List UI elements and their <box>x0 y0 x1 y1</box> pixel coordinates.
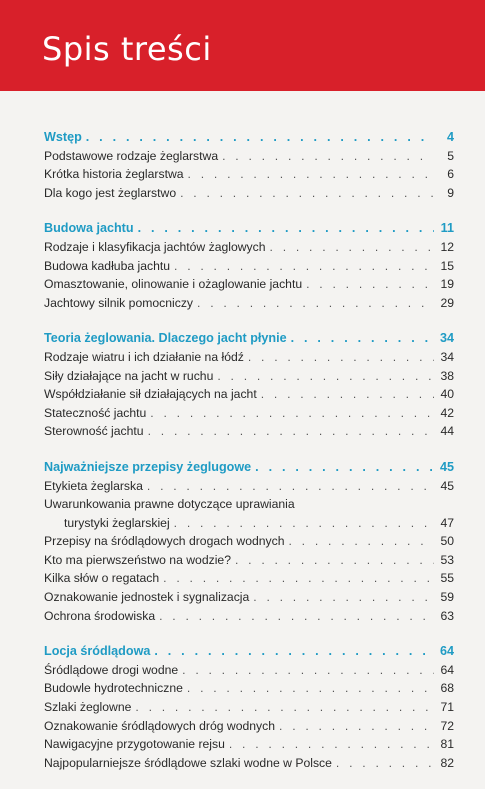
toc-entry-label: Szlaki żeglowne <box>44 700 132 715</box>
toc-entry[interactable] <box>44 238 454 257</box>
toc-entry[interactable] <box>44 477 454 496</box>
toc-entry-page: 55 <box>440 571 454 586</box>
dot-leader <box>235 551 434 570</box>
toc-entry-label: Kilka słów o regatach <box>44 571 160 586</box>
toc-heading-label: Wstęp <box>44 130 82 144</box>
toc-heading-page: 64 <box>439 644 454 659</box>
dot-leader <box>159 607 434 626</box>
toc-entry-label: Kto ma pierwszeństwo na wodzie? <box>44 552 231 567</box>
toc-entry-label: Budowle hydrotechniczne <box>44 681 183 696</box>
toc-heading-page: 34 <box>439 331 454 346</box>
toc-entry-page: 42 <box>440 405 454 420</box>
toc-heading-label: Teoria żeglowania. Dlaczego jacht płynie <box>44 331 287 346</box>
toc-entry-label: Nawigacyjne przygotowanie rejsu <box>44 737 225 752</box>
dot-leader <box>135 698 434 717</box>
dot-leader <box>154 642 434 661</box>
toc-entry[interactable] <box>44 147 454 166</box>
toc-entry[interactable] <box>44 422 454 441</box>
toc-section <box>44 329 454 441</box>
toc-entry-label: Krótka historia żeglarstwa <box>44 167 184 182</box>
toc-heading-page: 11 <box>440 221 454 236</box>
toc-entry-page: 15 <box>440 258 454 273</box>
toc-entry-page: 82 <box>440 755 454 770</box>
toc-section <box>44 219 454 312</box>
dot-leader <box>148 422 434 441</box>
toc-entry[interactable] <box>44 348 454 367</box>
toc-entry-label: Rodzaje i klasyfikacja jachtów żaglowych <box>44 239 266 254</box>
toc-heading-page: 45 <box>439 459 454 474</box>
toc-entry-page: 71 <box>440 700 454 715</box>
dot-leader <box>86 128 434 147</box>
toc-section <box>44 458 454 625</box>
toc-entry-page: 12 <box>440 239 454 254</box>
toc-entry[interactable] <box>44 257 454 276</box>
toc-entry-page: 64 <box>440 662 454 677</box>
toc-entry[interactable] <box>44 661 454 680</box>
header-banner <box>0 0 485 91</box>
toc-section-heading[interactable] <box>44 219 454 238</box>
dot-leader <box>229 735 434 754</box>
dot-leader <box>180 184 434 203</box>
toc-section-heading[interactable] <box>44 128 454 147</box>
toc-entry-label: Podstawowe rodzaje żeglarstwa <box>44 148 219 163</box>
dot-leader <box>253 588 434 607</box>
toc-entry-first-line[interactable] <box>44 495 454 514</box>
dot-leader <box>150 404 434 423</box>
dot-leader <box>336 754 434 773</box>
toc-entry-page: 44 <box>440 424 454 439</box>
toc-entry-label: Stateczność jachtu <box>44 405 147 420</box>
toc-heading-label: Najważniejsze przepisy żeglugowe <box>44 459 252 474</box>
dot-leader <box>138 219 434 238</box>
toc-entry-page: 6 <box>447 167 454 182</box>
table-of-contents <box>44 128 454 789</box>
dot-leader <box>197 294 434 313</box>
toc-entry[interactable] <box>44 607 454 626</box>
toc-entry-label: turystyki żeglarskiej <box>64 515 170 530</box>
toc-entry-label: Oznakowanie śródlądowych dróg wodnych <box>44 718 276 733</box>
dot-leader <box>248 348 434 367</box>
dot-leader <box>255 458 434 477</box>
toc-section <box>44 128 454 202</box>
toc-entry-page: 50 <box>440 534 454 549</box>
toc-entry-label: Omasztowanie, olinowanie i ożaglowanie jachtu <box>44 277 303 292</box>
dot-leader <box>261 385 434 404</box>
toc-entry-label: Etykieta żeglarska <box>44 478 143 493</box>
toc-entry-page: 9 <box>447 185 454 200</box>
dot-leader <box>187 679 434 698</box>
dot-leader <box>291 329 434 348</box>
toc-entry-page: 5 <box>447 148 454 163</box>
toc-entry[interactable] <box>44 679 454 698</box>
toc-entry-page: 38 <box>440 368 454 383</box>
toc-entry-label: Sterowność jachtu <box>44 424 144 439</box>
toc-section-heading[interactable] <box>44 458 454 477</box>
toc-entry[interactable] <box>44 165 454 184</box>
toc-section <box>44 642 454 772</box>
toc-entry-label: Ochrona środowiska <box>44 608 156 623</box>
toc-entry[interactable] <box>44 275 454 294</box>
page-title: Spis treści <box>42 30 212 68</box>
toc-entry[interactable] <box>44 184 454 203</box>
toc-entry-label: Przepisy na śródlądowych drogach wodnych <box>44 534 285 549</box>
toc-entry-label: Oznakowanie jednostek i sygnalizacja <box>44 590 250 605</box>
toc-heading-page: 4 <box>446 130 454 144</box>
toc-entry-label: Najpopularniejsze śródlądowe szlaki wodne w Polsce <box>44 755 332 770</box>
toc-entry[interactable] <box>44 569 454 588</box>
toc-entry-label: Dla kogo jest żeglarstwo <box>44 185 177 200</box>
toc-entry[interactable] <box>44 754 454 773</box>
toc-section-heading[interactable] <box>44 642 454 661</box>
toc-entry-page: 29 <box>440 295 454 310</box>
toc-entry-page: 40 <box>440 387 454 402</box>
dot-leader <box>147 477 434 496</box>
toc-entry-label: Rodzaje wiatru i ich działanie na łódź <box>44 349 244 364</box>
toc-entry[interactable] <box>44 367 454 386</box>
toc-entry[interactable] <box>44 698 454 717</box>
dot-leader <box>270 238 434 257</box>
dot-leader <box>306 275 434 294</box>
toc-entry[interactable] <box>44 385 454 404</box>
toc-entry-page: 72 <box>440 718 454 733</box>
toc-entry-continuation[interactable] <box>44 514 454 533</box>
toc-entry-page: 53 <box>440 552 454 567</box>
toc-entry-page: 68 <box>440 681 454 696</box>
toc-entry[interactable] <box>44 404 454 423</box>
toc-entry-label: Śródlądowe drogi wodne <box>44 662 179 677</box>
toc-entry-page: 81 <box>440 737 454 752</box>
toc-entry-page: 45 <box>440 478 454 493</box>
dot-leader <box>174 257 434 276</box>
toc-entry-page: 63 <box>440 608 454 623</box>
dot-leader <box>182 661 434 680</box>
toc-entry[interactable] <box>44 588 454 607</box>
toc-heading-label: Locja śródlądowa <box>44 644 151 659</box>
toc-entry[interactable] <box>44 294 454 313</box>
dot-leader <box>163 569 434 588</box>
toc-entry-label: Współdziałanie sił działających na jacht <box>44 387 257 402</box>
dot-leader <box>174 514 434 533</box>
dot-leader <box>222 147 434 166</box>
dot-leader <box>188 165 434 184</box>
toc-entry[interactable] <box>44 532 454 551</box>
toc-entry-label: Budowa kadłuba jachtu <box>44 258 171 273</box>
toc-entry[interactable] <box>44 551 454 570</box>
toc-entry[interactable] <box>44 717 454 736</box>
toc-entry-label: Jachtowy silnik pomocniczy <box>44 295 194 310</box>
dot-leader <box>279 717 434 736</box>
toc-entry-label: Siły działające na jacht w ruchu <box>44 368 214 383</box>
toc-entry-page: 47 <box>440 515 454 530</box>
dot-leader <box>289 532 435 551</box>
toc-entry[interactable] <box>44 735 454 754</box>
toc-entry-page: 19 <box>440 277 454 292</box>
toc-heading-label: Budowa jachtu <box>44 221 134 236</box>
dot-leader <box>217 367 434 386</box>
toc-entry-page: 34 <box>440 349 454 364</box>
toc-section-heading[interactable] <box>44 329 454 348</box>
toc-entry-label: Uwarunkowania prawne dotyczące uprawiania <box>44 497 295 512</box>
toc-entry-page: 59 <box>440 590 454 605</box>
